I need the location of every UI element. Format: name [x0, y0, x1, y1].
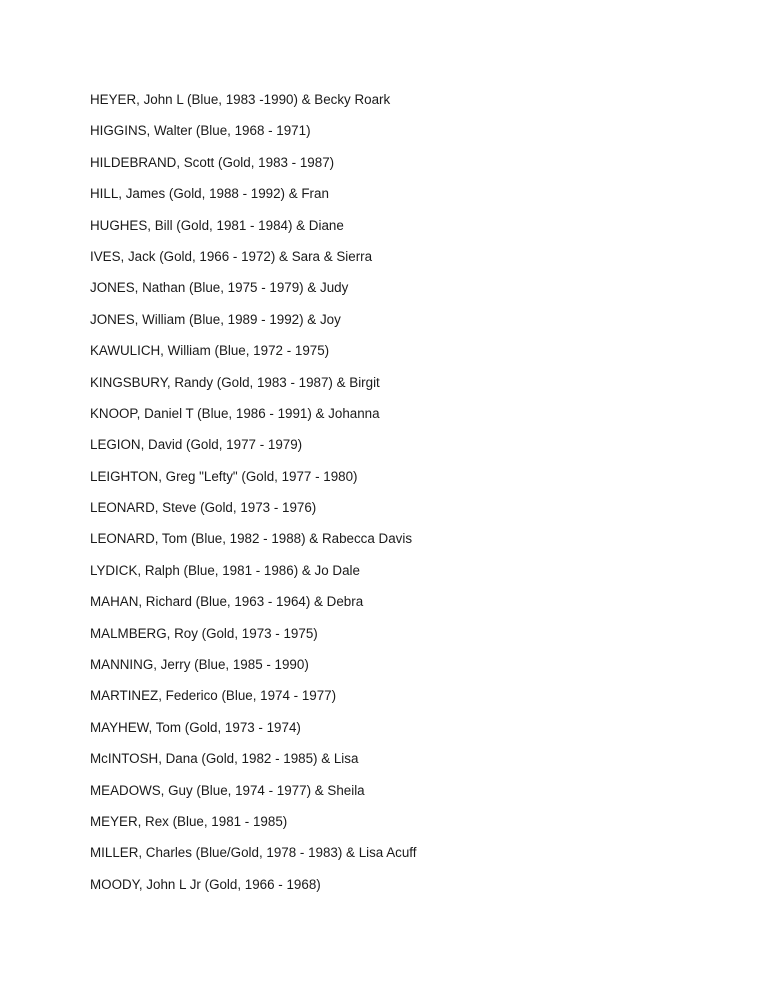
list-item: LEGION, David (Gold, 1977 - 1979) [90, 437, 303, 453]
list-item: MAHAN, Richard (Blue, 1963 - 1964) & Debra [90, 594, 364, 610]
member-list [90, 89, 417, 905]
list-item: MEYER, Rex (Blue, 1981 - 1985) [90, 813, 288, 829]
list-item: KNOOP, Daniel T (Blue, 1986 - 1991) & Johanna [90, 405, 380, 421]
list-item: MANNING, Jerry (Blue, 1985 - 1990) [90, 657, 309, 673]
list-item: MAYHEW, Tom (Gold, 1973 - 1974) [90, 719, 301, 735]
list-item: IVES, Jack (Gold, 1966 - 1972) & Sara & Sierra [90, 248, 373, 264]
list-item: MARTINEZ, Federico (Blue, 1974 - 1977) [90, 688, 337, 704]
list-item: HUGHES, Bill (Gold, 1981 - 1984) & Diane [90, 217, 344, 233]
list-item: MALMBERG, Roy (Gold, 1973 - 1975) [90, 625, 318, 641]
list-item: KINGSBURY, Randy (Gold, 1983 - 1987) & Birgit [90, 374, 380, 390]
list-item: LYDICK, Ralph (Blue, 1981 - 1986) & Jo Dale [90, 562, 360, 578]
list-item: JONES, Nathan (Blue, 1975 - 1979) & Judy [90, 280, 349, 296]
list-item: LEONARD, Tom (Blue, 1982 - 1988) & Rabecca Davis [90, 531, 413, 547]
list-item: LEONARD, Steve (Gold, 1973 - 1976) [90, 500, 317, 516]
list-item: KAWULICH, William (Blue, 1972 - 1975) [90, 343, 330, 359]
list-item: JONES, William (Blue, 1989 - 1992) & Joy [90, 311, 341, 327]
list-item: MEADOWS, Guy (Blue, 1974 - 1977) & Sheila [90, 782, 365, 798]
list-item: HILL, James (Gold, 1988 - 1992) & Fran [90, 186, 329, 202]
list-item: HILDEBRAND, Scott (Gold, 1983 - 1987) [90, 154, 335, 170]
list-item: McINTOSH, Dana (Gold, 1982 - 1985) & Lisa [90, 751, 359, 767]
list-item: LEIGHTON, Greg "Lefty" (Gold, 1977 - 1980) [90, 468, 358, 484]
list-item: MOODY, John L Jr (Gold, 1966 - 1968) [90, 876, 321, 892]
list-item: MILLER, Charles (Blue/Gold, 1978 - 1983) & Lisa Acuff [90, 845, 417, 861]
list-item: HEYER, John L (Blue, 1983 -1990) & Becky Roark [90, 92, 391, 107]
list-item: HIGGINS, Walter (Blue, 1968 - 1971) [90, 123, 311, 139]
